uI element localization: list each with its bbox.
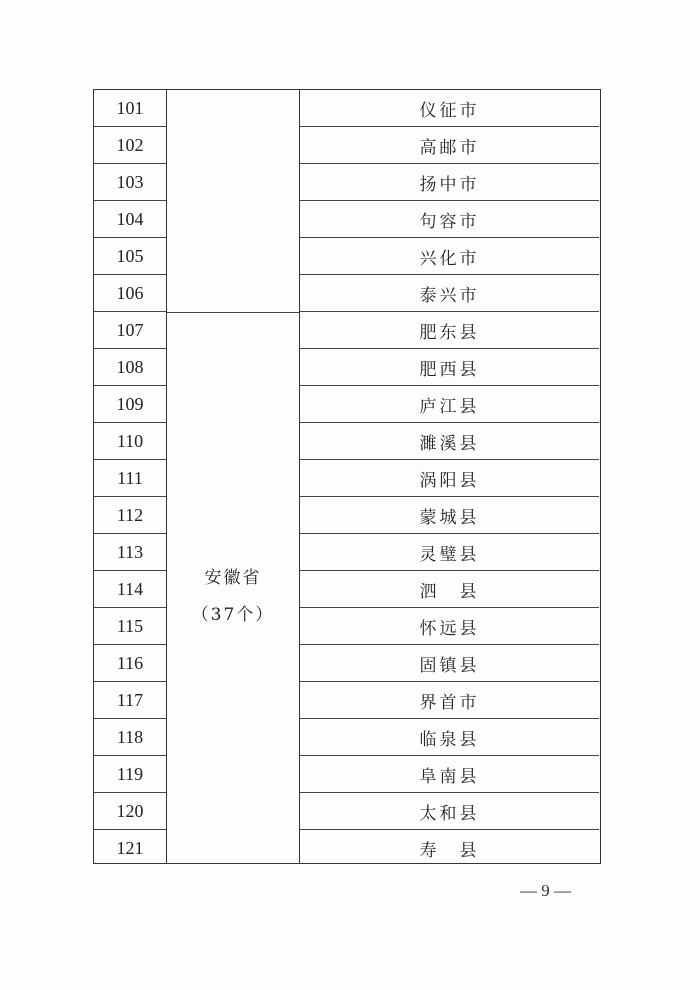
row-number: 104	[94, 201, 166, 238]
row-number: 116	[94, 645, 166, 682]
row-number: 113	[94, 534, 166, 571]
county-name: 涡阳县	[300, 460, 599, 497]
row-number: 112	[94, 497, 166, 534]
row-number: 103	[94, 164, 166, 201]
county-name: 仪征市	[300, 90, 599, 127]
county-name: 泗 县	[300, 571, 599, 608]
county-name: 兴化市	[300, 238, 599, 275]
county-name: 高邮市	[300, 127, 599, 164]
page-number: — 9 —	[520, 881, 571, 900]
row-number: 120	[94, 793, 166, 830]
row-number: 121	[116, 838, 144, 858]
number-column	[94, 90, 167, 863]
row-number: 108	[94, 349, 166, 386]
county-name-column	[300, 90, 599, 863]
row-number: 101	[94, 90, 166, 127]
row-number: 111	[94, 460, 166, 497]
row-number: 105	[94, 238, 166, 275]
county-name: 濉溪县	[300, 423, 599, 460]
county-name: 寿 县	[419, 841, 480, 861]
row-number: 115	[94, 608, 166, 645]
row-number: 114	[94, 571, 166, 608]
county-name: 扬中市	[300, 164, 599, 201]
row-number: 110	[94, 423, 166, 460]
county-name: 固镇县	[300, 645, 599, 682]
row-number: 107	[94, 312, 166, 349]
county-name: 界首市	[300, 682, 599, 719]
row-number: 118	[94, 719, 166, 756]
row-number: 102	[94, 127, 166, 164]
county-name: 灵璧县	[300, 534, 599, 571]
county-name: 庐江县	[300, 386, 599, 423]
county-name: 蒙城县	[300, 497, 599, 534]
county-list-table	[93, 89, 601, 864]
county-name: 怀远县	[300, 608, 599, 645]
row-number: 119	[94, 756, 166, 793]
province-divider	[167, 312, 299, 313]
county-name: 临泉县	[300, 719, 599, 756]
county-name: 太和县	[300, 793, 599, 830]
county-name: 泰兴市	[300, 275, 599, 312]
county-name: 句容市	[300, 201, 599, 238]
province-column	[167, 90, 300, 863]
row-number: 117	[94, 682, 166, 719]
county-name: 肥东县	[300, 312, 599, 349]
province-name: 安徽省	[204, 568, 262, 588]
county-name: 肥西县	[300, 349, 599, 386]
county-name: 阜南县	[300, 756, 599, 793]
row-number: 109	[94, 386, 166, 423]
province-count: （37个）	[191, 605, 275, 625]
row-number: 106	[94, 275, 166, 312]
